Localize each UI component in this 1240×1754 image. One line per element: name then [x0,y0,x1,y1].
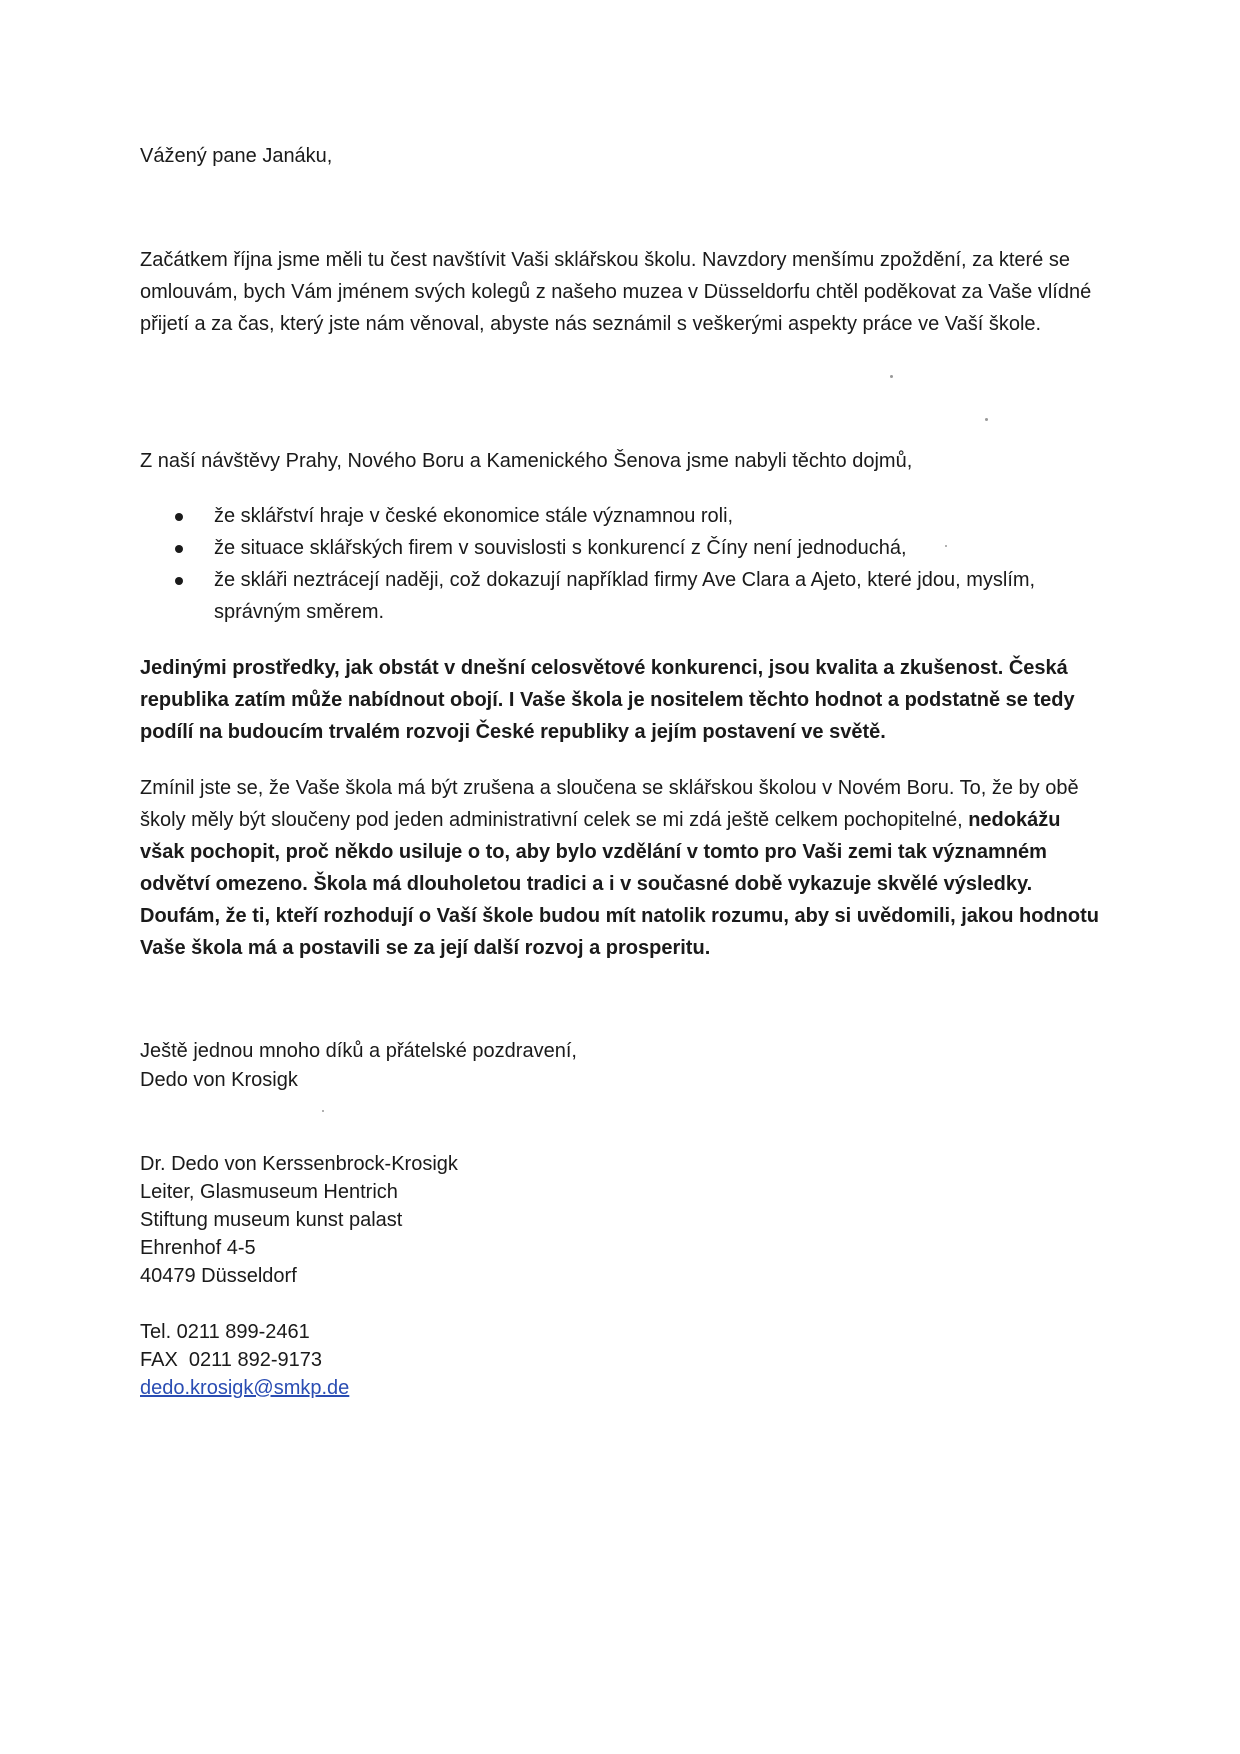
salutation: Vážený pane Janáku, [140,145,333,167]
signer-institution: Stiftung museum kunst palast [140,1209,403,1231]
address-city: 40479 Düsseldorf [140,1265,297,1287]
scan-speck [945,545,947,547]
paragraph-impressions-intro: Z naší návštěvy Prahy, Nového Boru a Kamenického Šenova jsme nabyli těchto dojmů, [140,450,913,472]
list-item-text: že skláři neztrácejí naději, což dokazují například firmy Ave Clara a Ajeto, které jdou, myslím, správným směrem. [214,569,1036,623]
closing-name: Dedo von Krosigk [140,1069,298,1091]
closing [140,1037,1100,1095]
bullet-icon [175,545,183,553]
merger-text-bold: nedokážu však pochopit, proč někdo usiluje o to, aby bylo vzdělání v tomto pro Vaši zemi tak významném odvětví omezeno. Škola má dlouholetou tradici a i v současné době vykazuje skvělé výsledky. Doufám, že ti, kteří rozhodují o Vaší škole budou mít natolik rozumu, aby si uvědomili, jakou hodnotu Vaše škola má a postavili se za její další rozvoj a prosperitu. [140,809,1099,959]
paragraph-visit-thanks: Začátkem října jsme měli tu čest navštívit Vaši sklářskou školu. Navzdory menšímu zpoždění, za které se omlouvám, bych Vám jménem svých kolegů z našeho muzea v Düsseldorfu chtěl poděkovat za Vaše vlídné přijetí a za čas, který jste nám věnoval, abyste nás seznámil s veškerými aspekty práce ve Vaší škole. [140,249,1092,335]
list-item [140,500,1100,532]
list-item-text: že sklářství hraje v české ekonomice stále významnou roli, [214,505,734,527]
paragraph-quality-experience: Jedinými prostředky, jak obstát v dnešní celosvětové konkurenci, jsou kvalita a zkušenost. Česká republika zatím může nabídnout obojí. I Vaše škola je nositelem těchto hodnot a podstatně se tedy podílí na budoucím trvalém rozvoji České republiky a jejím postavení ve světě. [140,657,1075,743]
signer-name: Dr. Dedo von Kerssenbrock-Krosigk [140,1153,458,1175]
list-item-text: že situace sklářských firem v souvislosti s konkurencí z Číny není jednoduchá, [214,537,907,559]
signature-block [140,1150,1100,1290]
email-link[interactable]: dedo.krosigk@smkp.de [140,1377,350,1399]
bullet-icon [175,513,183,521]
list-item [140,532,1100,564]
paragraph-school-merger [140,772,1100,964]
list-item [140,564,1100,628]
address-street: Ehrenhof 4-5 [140,1237,256,1259]
signer-position: Leiter, Glasmuseum Hentrich [140,1181,398,1203]
phone-number: Tel. 0211 899-2461 [140,1321,310,1343]
contact-block [140,1318,1100,1402]
closing-greeting: Ještě jednou mnoho díků a přátelské pozdravení, [140,1040,577,1062]
bullet-icon [175,577,183,585]
merger-text: Zmínil jste se, že Vaše škola má být zrušena a sloučena se sklářskou školou v Novém Boru. To, že by obě školy měly být sloučeny pod jeden administrativní celek se mi zdá ještě celkem pochopitelné, [140,777,1079,831]
scan-speck [890,375,893,378]
scan-speck [322,1110,324,1112]
fax-number: FAX 0211 892-9173 [140,1349,322,1371]
scan-speck [985,418,988,421]
impressions-list [140,500,1100,628]
